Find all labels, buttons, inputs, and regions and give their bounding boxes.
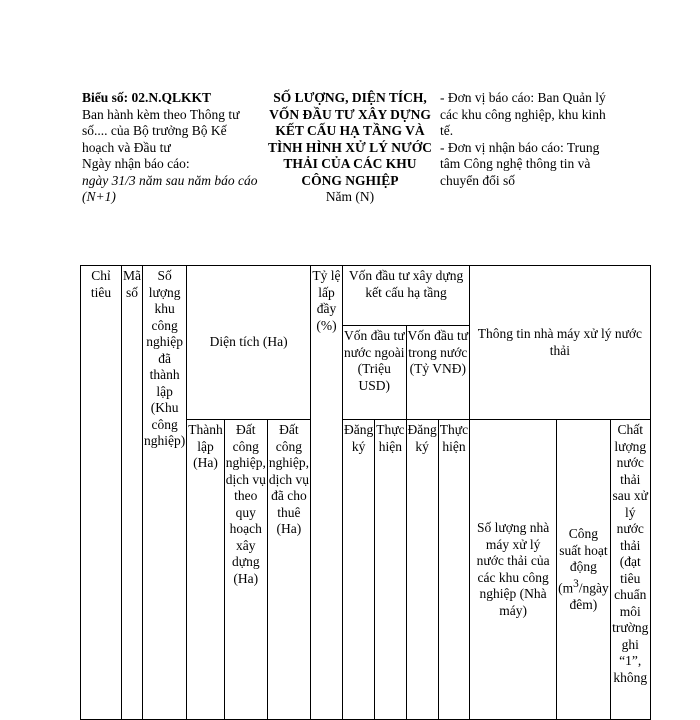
col-area-leased-header: Đất công nghiệp, dịch vụ đã cho thuê (Ha) bbox=[267, 420, 310, 720]
col-domestic-registered-header: Đăng ký bbox=[406, 420, 438, 720]
col-investment-header: Vốn đầu tư xây dựng kết cấu hạ tầng bbox=[342, 266, 469, 326]
col-area-header: Diện tích (Ha) bbox=[187, 266, 311, 420]
col-area-planned-header: Đất công nghiệp, dịch vụ theo quy hoạch xây dựng (Ha) bbox=[224, 420, 267, 720]
col-foreign-registered-header: Đăng ký bbox=[342, 420, 374, 720]
col-capacity-header bbox=[557, 420, 611, 720]
receiving-unit: - Đơn vị nhận báo cáo: Trung tâm Công nghệ thông tin và chuyển đổi số bbox=[440, 139, 600, 188]
col-domestic-actual-header: Thực hiện bbox=[438, 420, 469, 720]
receipt-date-value: ngày 31/3 năm sau năm báo cáo (N+1) bbox=[82, 172, 258, 204]
report-table bbox=[80, 265, 651, 720]
col-plant-count-header: Số lượng nhà máy xử lý nước thải của các khu công nghiệp (Nhà máy) bbox=[470, 420, 557, 720]
form-number: Biểu số: 02.N.QLKKT bbox=[82, 90, 212, 105]
col-foreign-actual-header: Thực hiện bbox=[375, 420, 406, 720]
issued-with-text: Ban hành kèm theo Thông tư số.... của Bộ trưởng Bộ Kế hoạch và Đầu tư bbox=[82, 106, 240, 155]
col-area-established-header: Thành lập (Ha) bbox=[187, 420, 225, 720]
header-left bbox=[82, 90, 260, 206]
col-wastewater-header: Thông tin nhà máy xử lý nước thải bbox=[470, 266, 651, 420]
col-indicator-header: Chỉ tiêu bbox=[81, 266, 122, 720]
capacity-label-post: /ngày đêm) bbox=[569, 580, 609, 612]
header-center bbox=[262, 90, 438, 206]
col-occupancy-header: Tỷ lệ lấp đầy (%) bbox=[310, 266, 342, 720]
capacity-label-pre: Công suất hoạt động (m bbox=[558, 526, 608, 595]
col-quality-header: Chất lượng nước thải sau xử lý nước thải (đạt tiêu chuẩn môi trường ghi “1”, không bbox=[610, 420, 650, 720]
header-right bbox=[440, 90, 622, 189]
col-count-header: Số lượng khu công nghiệp đã thành lập (Khu công nghiệp) bbox=[143, 266, 187, 720]
report-year: Năm (N) bbox=[325, 189, 375, 204]
receipt-date-label: Ngày nhận báo cáo: bbox=[82, 156, 190, 171]
report-table-wrapper bbox=[80, 265, 651, 720]
col-domestic-header: Vốn đầu tư trong nước (Tỷ VNĐ) bbox=[406, 326, 470, 420]
col-code-header: Mã số bbox=[122, 266, 143, 720]
reporting-unit: - Đơn vị báo cáo: Ban Quản lý các khu công nghiệp, khu kinh tế. bbox=[440, 90, 606, 138]
capacity-label-sup: 3 bbox=[573, 577, 579, 590]
report-title: SỐ LƯỢNG, DIỆN TÍCH, VỐN ĐẦU TƯ XÂY DỰNG KẾT CẤU HẠ TẦNG VÀ TÌNH HÌNH XỬ LÝ NƯỚC THẢI CỦA CÁC KHU CÔNG NGHIỆP bbox=[267, 90, 432, 188]
col-foreign-header: Vốn đầu tư nước ngoài (Triệu USD) bbox=[342, 326, 406, 420]
